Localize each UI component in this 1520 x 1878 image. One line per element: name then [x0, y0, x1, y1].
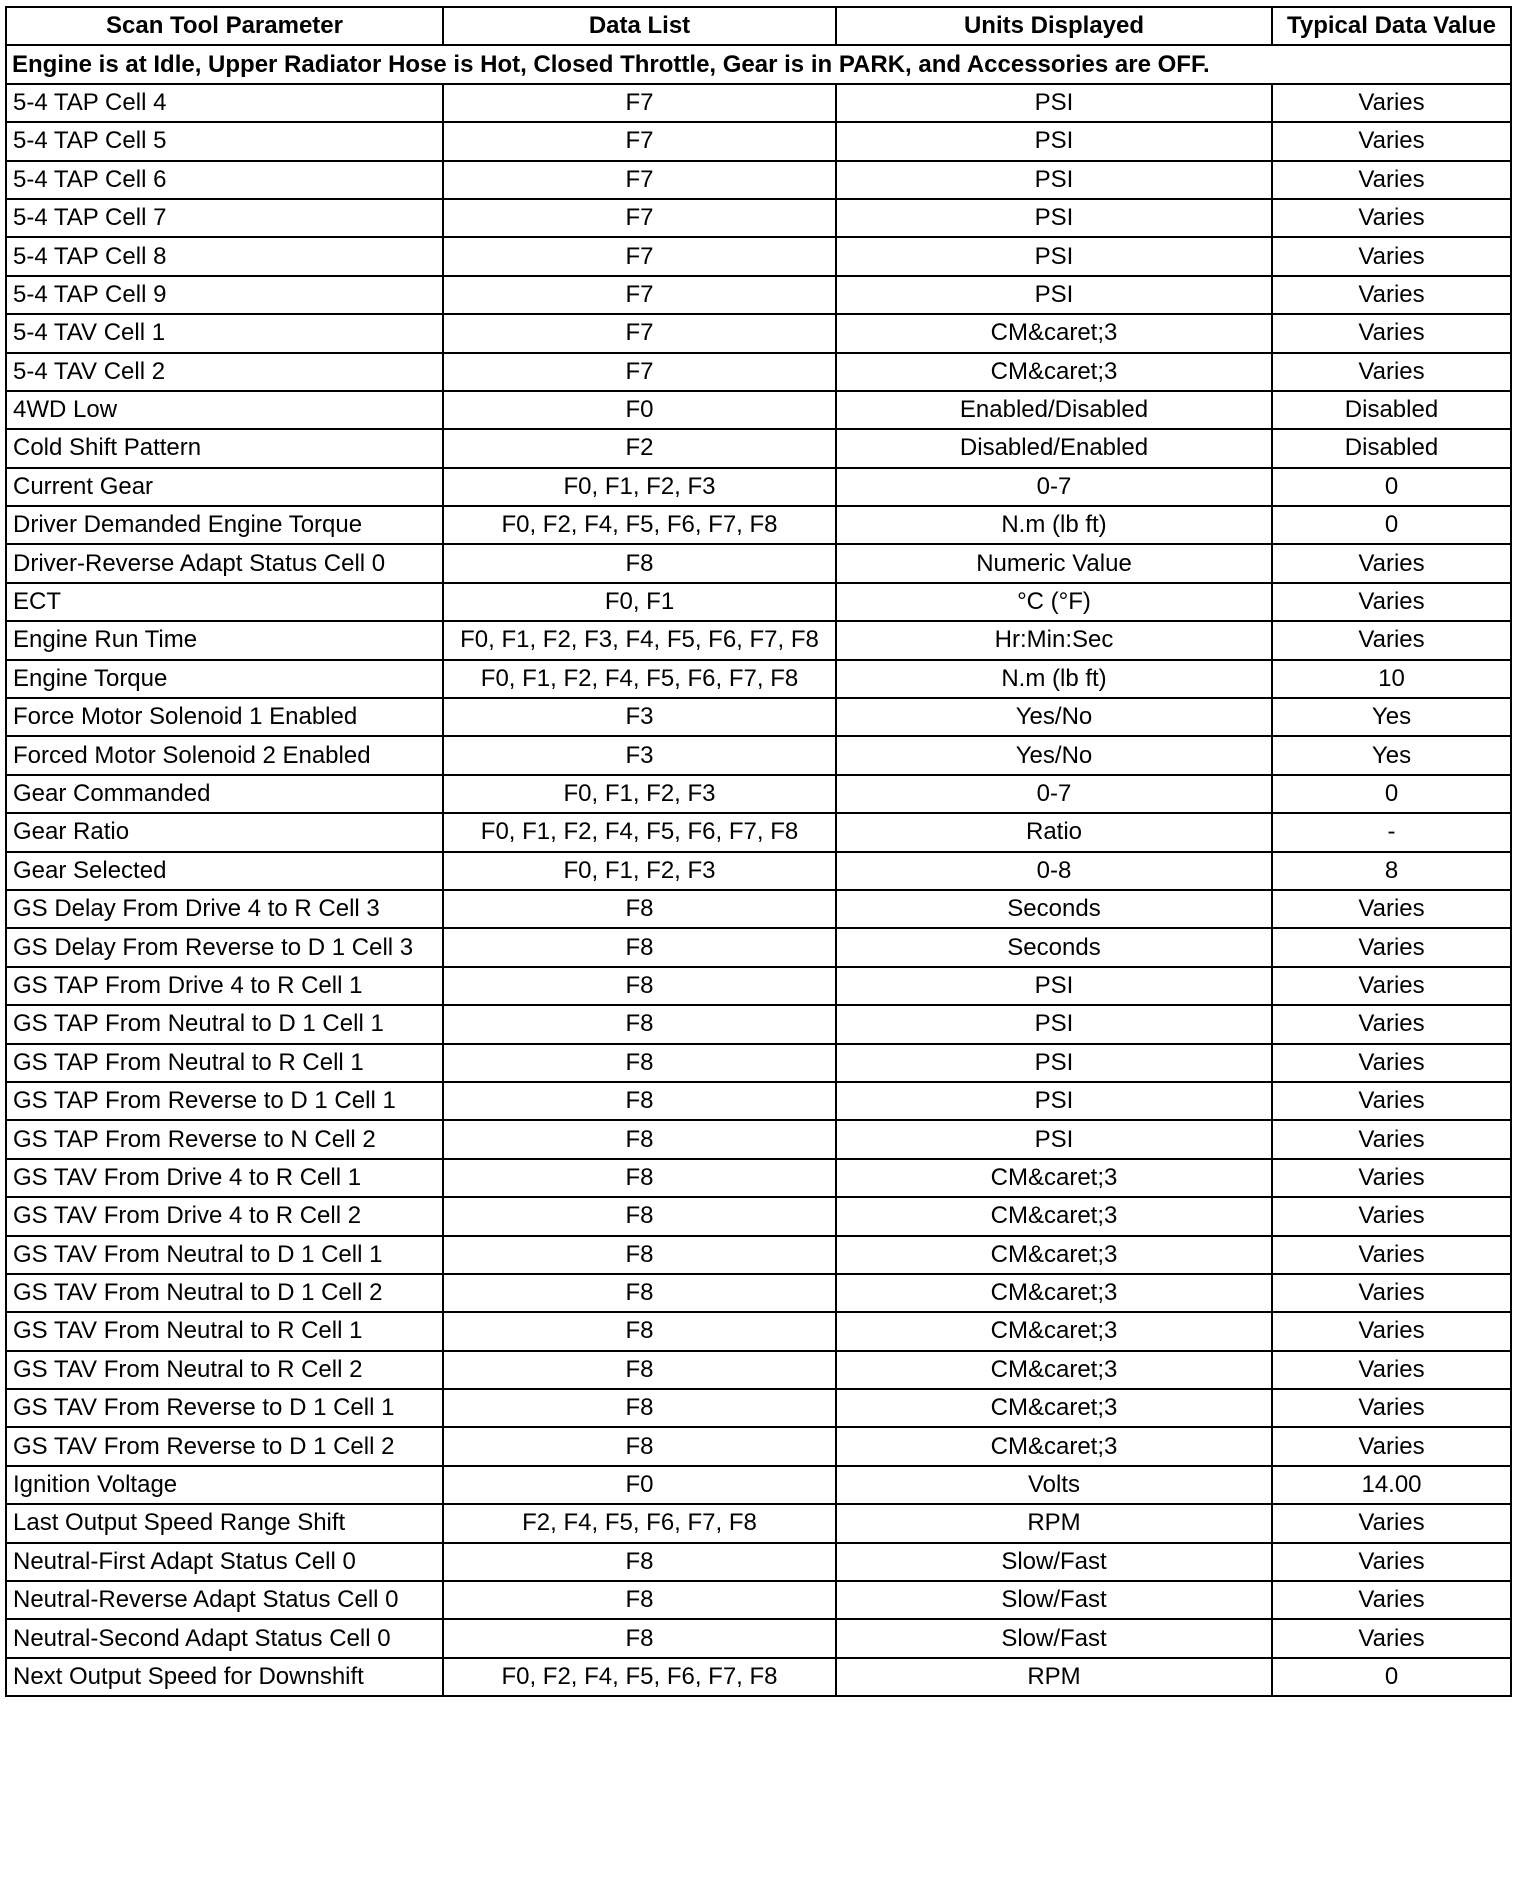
table-row [6, 237, 1511, 275]
cell-units: Yes/No [836, 736, 1272, 774]
cell-list: F8 [443, 1236, 836, 1274]
cell-list: F0, F1, F2, F4, F5, F6, F7, F8 [443, 660, 836, 698]
cell-param: GS TAV From Neutral to D 1 Cell 1 [6, 1236, 443, 1274]
cell-value: Varies [1272, 1159, 1511, 1197]
table-row [6, 1658, 1511, 1696]
cell-value: Varies [1272, 199, 1511, 237]
cell-value: Varies [1272, 1197, 1511, 1235]
cell-units: CM&caret;3 [836, 1197, 1272, 1235]
cell-list: F2, F4, F5, F6, F7, F8 [443, 1504, 836, 1542]
cell-value: Varies [1272, 237, 1511, 275]
cell-param: Neutral-Second Adapt Status Cell 0 [6, 1619, 443, 1657]
cell-param: Force Motor Solenoid 1 Enabled [6, 698, 443, 736]
table-row [6, 852, 1511, 890]
cell-list: F8 [443, 1120, 836, 1158]
condition-note: Engine is at Idle, Upper Radiator Hose is Hot, Closed Throttle, Gear is in PARK, and Accessories are OFF. [6, 45, 1511, 83]
cell-param: GS Delay From Reverse to D 1 Cell 3 [6, 928, 443, 966]
table-row [6, 468, 1511, 506]
cell-param: GS TAP From Reverse to N Cell 2 [6, 1120, 443, 1158]
cell-units: PSI [836, 122, 1272, 160]
cell-units: CM&caret;3 [836, 1351, 1272, 1389]
cell-units: Numeric Value [836, 544, 1272, 582]
cell-units: Hr:Min:Sec [836, 621, 1272, 659]
cell-value: 0 [1272, 468, 1511, 506]
cell-param: Gear Commanded [6, 775, 443, 813]
cell-value: Varies [1272, 1581, 1511, 1619]
cell-units: CM&caret;3 [836, 314, 1272, 352]
table-row [6, 698, 1511, 736]
header-scan-tool-parameter: Scan Tool Parameter [6, 7, 443, 45]
cell-value: Varies [1272, 1389, 1511, 1427]
cell-units: CM&caret;3 [836, 1389, 1272, 1427]
cell-list: F7 [443, 122, 836, 160]
table-row [6, 1236, 1511, 1274]
cell-list: F3 [443, 698, 836, 736]
cell-list: F7 [443, 276, 836, 314]
table-row [6, 1312, 1511, 1350]
cell-list: F8 [443, 1351, 836, 1389]
cell-value: Varies [1272, 1082, 1511, 1120]
cell-param: ECT [6, 583, 443, 621]
table-row [6, 1351, 1511, 1389]
table-row [6, 1504, 1511, 1542]
cell-units: PSI [836, 1120, 1272, 1158]
table-row [6, 1197, 1511, 1235]
cell-units: Disabled/Enabled [836, 429, 1272, 467]
table-row [6, 1427, 1511, 1465]
cell-value: Varies [1272, 1619, 1511, 1657]
cell-param: GS TAP From Reverse to D 1 Cell 1 [6, 1082, 443, 1120]
cell-value: 8 [1272, 852, 1511, 890]
cell-value: 0 [1272, 506, 1511, 544]
table-row [6, 506, 1511, 544]
cell-units: CM&caret;3 [836, 1236, 1272, 1274]
header-typical-data-value: Typical Data Value [1272, 7, 1511, 45]
cell-list: F8 [443, 1082, 836, 1120]
cell-units: N.m (lb ft) [836, 506, 1272, 544]
table-row [6, 1159, 1511, 1197]
cell-value: Varies [1272, 161, 1511, 199]
cell-units: Seconds [836, 890, 1272, 928]
cell-units: 0-7 [836, 468, 1272, 506]
cell-list: F0, F2, F4, F5, F6, F7, F8 [443, 506, 836, 544]
cell-units: °C (°F) [836, 583, 1272, 621]
cell-param: Current Gear [6, 468, 443, 506]
table-row [6, 314, 1511, 352]
cell-list: F0, F1, F2, F3 [443, 852, 836, 890]
cell-param: GS TAV From Drive 4 to R Cell 1 [6, 1159, 443, 1197]
table-row [6, 775, 1511, 813]
cell-list: F7 [443, 314, 836, 352]
cell-value: Disabled [1272, 429, 1511, 467]
cell-list: F8 [443, 928, 836, 966]
cell-value: Varies [1272, 928, 1511, 966]
condition-row [6, 45, 1511, 83]
cell-list: F7 [443, 199, 836, 237]
cell-param: Next Output Speed for Downshift [6, 1658, 443, 1696]
cell-list: F0, F1, F2, F3 [443, 775, 836, 813]
cell-units: Slow/Fast [836, 1619, 1272, 1657]
cell-value: Varies [1272, 967, 1511, 1005]
table-row [6, 890, 1511, 928]
table-row [6, 1005, 1511, 1043]
cell-param: GS TAP From Drive 4 to R Cell 1 [6, 967, 443, 1005]
cell-value: 10 [1272, 660, 1511, 698]
cell-param: Neutral-First Adapt Status Cell 0 [6, 1543, 443, 1581]
cell-param: GS TAV From Neutral to D 1 Cell 2 [6, 1274, 443, 1312]
table-row [6, 429, 1511, 467]
cell-units: Volts [836, 1466, 1272, 1504]
table-row [6, 1120, 1511, 1158]
cell-value: Varies [1272, 353, 1511, 391]
cell-value: Varies [1272, 1543, 1511, 1581]
cell-list: F8 [443, 967, 836, 1005]
table-row [6, 353, 1511, 391]
cell-param: 5-4 TAP Cell 9 [6, 276, 443, 314]
table-row [6, 1274, 1511, 1312]
cell-value: Varies [1272, 1044, 1511, 1082]
table-row [6, 1543, 1511, 1581]
cell-units: CM&caret;3 [836, 353, 1272, 391]
cell-param: GS Delay From Drive 4 to R Cell 3 [6, 890, 443, 928]
cell-value: Disabled [1272, 391, 1511, 429]
cell-value: Varies [1272, 122, 1511, 160]
cell-value: Varies [1272, 314, 1511, 352]
cell-param: Cold Shift Pattern [6, 429, 443, 467]
cell-value: Varies [1272, 276, 1511, 314]
cell-value: Yes [1272, 736, 1511, 774]
cell-list: F8 [443, 1274, 836, 1312]
cell-list: F8 [443, 544, 836, 582]
cell-param: 5-4 TAP Cell 5 [6, 122, 443, 160]
cell-list: F2 [443, 429, 836, 467]
cell-param: GS TAP From Neutral to R Cell 1 [6, 1044, 443, 1082]
table-row [6, 1082, 1511, 1120]
cell-list: F0, F1, F2, F3 [443, 468, 836, 506]
table-row [6, 161, 1511, 199]
cell-param: Ignition Voltage [6, 1466, 443, 1504]
table-row [6, 928, 1511, 966]
cell-list: F0, F2, F4, F5, F6, F7, F8 [443, 1658, 836, 1696]
cell-value: Varies [1272, 1504, 1511, 1542]
cell-units: N.m (lb ft) [836, 660, 1272, 698]
cell-value: Varies [1272, 1236, 1511, 1274]
cell-units: PSI [836, 161, 1272, 199]
table-row [6, 276, 1511, 314]
table-row [6, 1466, 1511, 1504]
cell-value: 0 [1272, 1658, 1511, 1696]
cell-units: Seconds [836, 928, 1272, 966]
table-row [6, 1389, 1511, 1427]
cell-units: Enabled/Disabled [836, 391, 1272, 429]
cell-units: Ratio [836, 813, 1272, 851]
cell-units: PSI [836, 199, 1272, 237]
cell-list: F8 [443, 1619, 836, 1657]
cell-units: PSI [836, 967, 1272, 1005]
cell-param: 4WD Low [6, 391, 443, 429]
cell-list: F8 [443, 1005, 836, 1043]
cell-param: Gear Ratio [6, 813, 443, 851]
cell-units: RPM [836, 1504, 1272, 1542]
cell-list: F0, F1, F2, F4, F5, F6, F7, F8 [443, 813, 836, 851]
cell-list: F7 [443, 161, 836, 199]
cell-units: PSI [836, 237, 1272, 275]
cell-list: F8 [443, 1389, 836, 1427]
cell-value: Varies [1272, 890, 1511, 928]
cell-list: F0, F1, F2, F3, F4, F5, F6, F7, F8 [443, 621, 836, 659]
table-row [6, 199, 1511, 237]
cell-value: 14.00 [1272, 1466, 1511, 1504]
table-row [6, 122, 1511, 160]
cell-param: 5-4 TAP Cell 7 [6, 199, 443, 237]
cell-param: GS TAV From Reverse to D 1 Cell 2 [6, 1427, 443, 1465]
cell-units: CM&caret;3 [836, 1274, 1272, 1312]
table-row [6, 391, 1511, 429]
table-row [6, 84, 1511, 122]
cell-units: PSI [836, 84, 1272, 122]
table-row [6, 544, 1511, 582]
scan-tool-data-table [5, 6, 1512, 1697]
cell-param: Neutral-Reverse Adapt Status Cell 0 [6, 1581, 443, 1619]
cell-units: Slow/Fast [836, 1581, 1272, 1619]
cell-list: F8 [443, 1427, 836, 1465]
cell-units: Slow/Fast [836, 1543, 1272, 1581]
cell-units: 0-7 [836, 775, 1272, 813]
cell-value: Yes [1272, 698, 1511, 736]
cell-value: Varies [1272, 621, 1511, 659]
cell-param: 5-4 TAP Cell 6 [6, 161, 443, 199]
table-row [6, 813, 1511, 851]
cell-units: PSI [836, 1005, 1272, 1043]
cell-list: F3 [443, 736, 836, 774]
cell-list: F8 [443, 1044, 836, 1082]
cell-value: Varies [1272, 583, 1511, 621]
cell-value: Varies [1272, 1120, 1511, 1158]
cell-value: Varies [1272, 1351, 1511, 1389]
table-row [6, 1619, 1511, 1657]
cell-param: 5-4 TAV Cell 2 [6, 353, 443, 391]
cell-list: F8 [443, 1312, 836, 1350]
cell-param: Last Output Speed Range Shift [6, 1504, 443, 1542]
cell-param: GS TAV From Neutral to R Cell 2 [6, 1351, 443, 1389]
table-row [6, 1044, 1511, 1082]
cell-value: Varies [1272, 544, 1511, 582]
cell-units: CM&caret;3 [836, 1312, 1272, 1350]
cell-units: PSI [836, 276, 1272, 314]
cell-param: 5-4 TAV Cell 1 [6, 314, 443, 352]
table-row [6, 583, 1511, 621]
cell-list: F7 [443, 84, 836, 122]
cell-param: 5-4 TAP Cell 8 [6, 237, 443, 275]
cell-list: F0 [443, 1466, 836, 1504]
cell-list: F8 [443, 1581, 836, 1619]
cell-list: F7 [443, 353, 836, 391]
cell-units: Yes/No [836, 698, 1272, 736]
cell-value: - [1272, 813, 1511, 851]
cell-list: F0, F1 [443, 583, 836, 621]
cell-list: F7 [443, 237, 836, 275]
cell-value: Varies [1272, 84, 1511, 122]
cell-value: Varies [1272, 1427, 1511, 1465]
cell-list: F0 [443, 391, 836, 429]
cell-units: 0-8 [836, 852, 1272, 890]
cell-list: F8 [443, 890, 836, 928]
cell-param: Driver-Reverse Adapt Status Cell 0 [6, 544, 443, 582]
cell-param: GS TAV From Drive 4 to R Cell 2 [6, 1197, 443, 1235]
cell-value: Varies [1272, 1005, 1511, 1043]
cell-units: CM&caret;3 [836, 1159, 1272, 1197]
cell-param: Driver Demanded Engine Torque [6, 506, 443, 544]
cell-units: RPM [836, 1658, 1272, 1696]
table-row [6, 1581, 1511, 1619]
cell-list: F8 [443, 1197, 836, 1235]
header-units-displayed: Units Displayed [836, 7, 1272, 45]
cell-param: Engine Torque [6, 660, 443, 698]
cell-param: GS TAV From Neutral to R Cell 1 [6, 1312, 443, 1350]
cell-units: PSI [836, 1044, 1272, 1082]
cell-param: Gear Selected [6, 852, 443, 890]
cell-param: Engine Run Time [6, 621, 443, 659]
cell-units: CM&caret;3 [836, 1427, 1272, 1465]
cell-value: 0 [1272, 775, 1511, 813]
cell-param: Forced Motor Solenoid 2 Enabled [6, 736, 443, 774]
cell-param: GS TAP From Neutral to D 1 Cell 1 [6, 1005, 443, 1043]
cell-param: 5-4 TAP Cell 4 [6, 84, 443, 122]
table-row [6, 736, 1511, 774]
table-row [6, 621, 1511, 659]
cell-list: F8 [443, 1543, 836, 1581]
cell-units: PSI [836, 1082, 1272, 1120]
table-row [6, 660, 1511, 698]
header-row [6, 7, 1511, 45]
table-row [6, 967, 1511, 1005]
cell-list: F8 [443, 1159, 836, 1197]
cell-param: GS TAV From Reverse to D 1 Cell 1 [6, 1389, 443, 1427]
header-data-list: Data List [443, 7, 836, 45]
cell-value: Varies [1272, 1312, 1511, 1350]
cell-value: Varies [1272, 1274, 1511, 1312]
